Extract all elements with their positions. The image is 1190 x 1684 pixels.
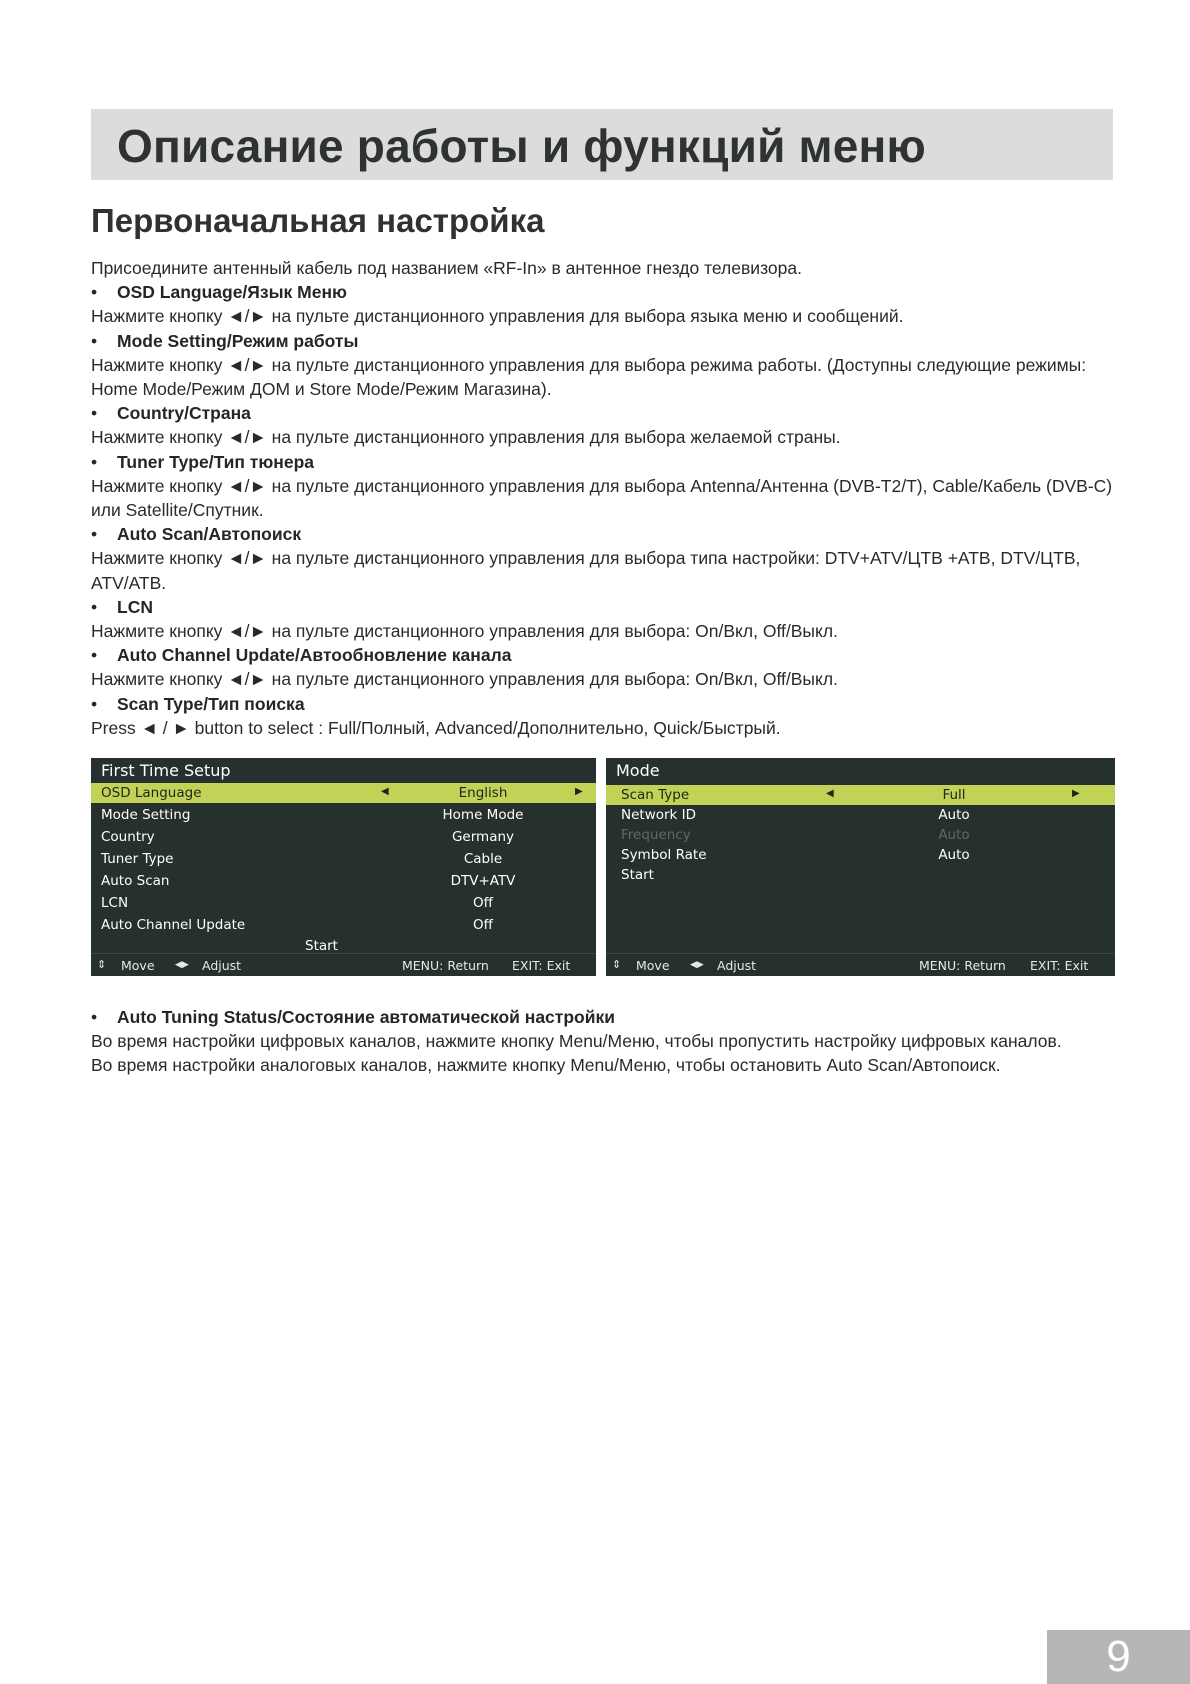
setup-row-lcn[interactable]: LCN Off bbox=[101, 895, 493, 911]
setup-row-auto-channel-update[interactable]: Auto Channel Update Off bbox=[101, 917, 493, 933]
item-title-country: • Country/Страна bbox=[91, 401, 1121, 425]
item-title-osd-language: • OSD Language/Язык Меню bbox=[91, 280, 1121, 304]
first-time-setup-screen bbox=[91, 758, 596, 976]
bullet-icon: • bbox=[91, 282, 98, 303]
mode-screen bbox=[606, 758, 1115, 976]
bullet-icon: • bbox=[91, 524, 98, 545]
screen-footer: ⇕ Move ◀▶ Adjust MENU: Return EXIT: Exit bbox=[91, 953, 596, 976]
start-button[interactable]: Start bbox=[621, 867, 654, 883]
page-number: 9 bbox=[1106, 1632, 1131, 1681]
mode-row-symbol-rate[interactable]: Symbol Rate Auto bbox=[621, 847, 970, 863]
instructions bbox=[91, 256, 1121, 740]
item-text-auto-channel-update: Нажмите кнопку ◄/► на пульте дистанционного управления для выбора: On/Вкл, Off/Выкл. bbox=[91, 669, 838, 690]
auto-tuning-status bbox=[91, 1005, 1121, 1078]
item-text-scan-type: Press ◄ / ► button to select : Full/Полный, Advanced/Дополнительно, Quick/Быстрый. bbox=[91, 717, 781, 738]
item-title-scan-type: • Scan Type/Тип поиска bbox=[91, 692, 1121, 716]
chapter-title: Описание работы и функций меню bbox=[117, 120, 927, 172]
mode-row-scan-type[interactable]: Scan Type ◀ Full ▶ bbox=[606, 785, 1115, 805]
section-heading: Первоначальная настройка bbox=[91, 202, 545, 239]
left-right-icon: ◀▶ bbox=[690, 960, 704, 970]
intro-text: Присоедините антенный кабель под названием «RF-In» в антенное гнездо телевизора. bbox=[91, 258, 802, 278]
setup-row-mode-setting[interactable]: Mode Setting Home Mode bbox=[101, 807, 524, 823]
item-text-country: Нажмите кнопку ◄/► на пульте дистанционного управления для выбора желаемой страны. bbox=[91, 427, 841, 448]
arrow-left-icon: ◀ bbox=[826, 788, 834, 799]
up-down-icon: ⇕ bbox=[97, 958, 107, 971]
screen-title: Mode bbox=[616, 761, 660, 780]
screen-title: First Time Setup bbox=[101, 761, 231, 780]
item-title-auto-channel-update: • Auto Channel Update/Автообновление канала bbox=[91, 643, 1121, 667]
item-title-tuner-type: • Tuner Type/Тип тюнера bbox=[91, 450, 1121, 474]
item-text-mode-setting: Нажмите кнопку ◄/► на пульте дистанционного управления для выбора режима работы. (Доступны следующие режимы: Home Mode/Режим ДОМ и Store Mode/Режим Магазина). bbox=[91, 354, 1087, 400]
bullet-icon: • bbox=[91, 403, 98, 424]
bullet-icon: • bbox=[91, 596, 98, 617]
item-title-auto-scan: • Auto Scan/Автопоиск bbox=[91, 522, 1121, 546]
setup-row-country[interactable]: Country Germany bbox=[101, 829, 515, 845]
bullet-icon: • bbox=[91, 645, 98, 666]
bullet-icon: • bbox=[91, 330, 98, 351]
up-down-icon: ⇕ bbox=[612, 958, 622, 971]
item-text-osd-language: Нажмите кнопку ◄/► на пульте дистанционного управления для выбора языка меню и сообщений. bbox=[91, 306, 904, 327]
screen-footer: ⇕ Move ◀▶ Adjust MENU: Return EXIT: Exit bbox=[606, 953, 1115, 976]
bullet-icon: • bbox=[91, 693, 98, 714]
page-number-box bbox=[1047, 1630, 1190, 1684]
status-line-2: Во время настройки аналоговых каналов, нажмите кнопку Menu/Меню, чтобы остановить Auto Scan/Автопоиск. bbox=[91, 1055, 1001, 1076]
item-title-lcn: • LCN bbox=[91, 595, 1121, 619]
setup-row-auto-scan[interactable]: Auto Scan DTV+ATV bbox=[101, 873, 516, 889]
item-text-auto-scan: Нажмите кнопку ◄/► на пульте дистанционного управления для выбора типа настройки: DTV+ATV/ЦТВ +АТВ, DTV/ЦТВ, ATV/АТВ. bbox=[91, 548, 1081, 593]
arrow-left-icon: ◀ bbox=[381, 786, 389, 797]
arrow-right-icon: ▶ bbox=[575, 786, 583, 797]
bullet-icon: • bbox=[91, 451, 98, 472]
item-title-mode-setting: • Mode Setting/Режим работы bbox=[91, 329, 1121, 353]
chapter-title-bar bbox=[91, 109, 1113, 180]
status-line-1: Во время настройки цифровых каналов, нажмите кнопку Menu/Меню, чтобы пропустить настройку цифровых каналов. bbox=[91, 1031, 1062, 1052]
item-text-tuner-type: Нажмите кнопку ◄/► на пульте дистанционного управления для выбора Antenna/Антенна (DVB-T2/T), Cable/Кабель (DVB-C) или Satellite/Спутник. bbox=[91, 475, 1113, 521]
left-right-icon: ◀▶ bbox=[175, 960, 189, 970]
item-text-lcn: Нажмите кнопку ◄/► на пульте дистанционного управления для выбора: On/Вкл, Off/Выкл. bbox=[91, 621, 838, 642]
start-button[interactable]: Start bbox=[305, 938, 338, 954]
status-title: • Auto Tuning Status/Состояние автоматической настройки bbox=[91, 1005, 1121, 1029]
mode-row-frequency: Frequency Auto bbox=[621, 827, 970, 843]
setup-row-osd-language[interactable]: OSD Language ◀ English ▶ bbox=[91, 783, 596, 803]
mode-row-network-id[interactable]: Network ID Auto bbox=[621, 807, 970, 823]
bullet-icon: • bbox=[91, 1007, 98, 1027]
setup-row-tuner-type[interactable]: Tuner Type Cable bbox=[101, 851, 503, 867]
arrow-right-icon: ▶ bbox=[1072, 788, 1080, 799]
